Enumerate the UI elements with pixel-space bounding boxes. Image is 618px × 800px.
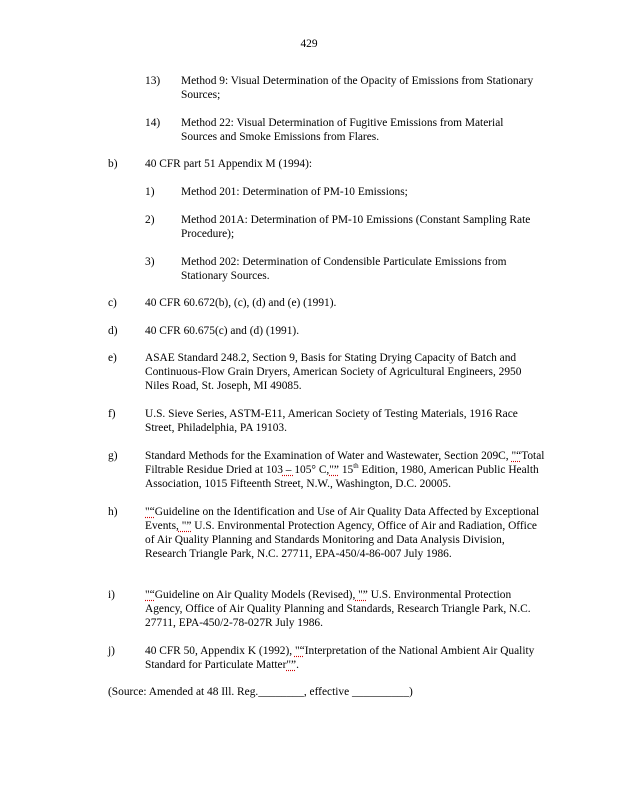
- quote-mark: "”: [286, 659, 297, 671]
- item-text: Method 202: Determination of Condensible Particulate Emissions from Stationary Sources.: [181, 256, 507, 282]
- text-run: 105° C,: [294, 464, 330, 476]
- item-label: 14): [145, 117, 161, 129]
- item-text: Method 9: Visual Determination of the Opacity of Emissions from Stationary Sources;: [181, 75, 534, 101]
- source-note: (Source: Amended at 48 Ill. Reg.________, effective __________): [108, 686, 413, 698]
- quote-mark: "“: [294, 645, 305, 657]
- page-number: 429: [300, 38, 318, 50]
- text-run: U.S. Environmental Protection Agency, Office of Air and Radiation, Office of Air Quality Planning and Standards Monitoring and Data Analysis Division, Research Triangle Park, N.C. 27711, EPA-450/4-86-007 July 1986.: [145, 520, 537, 560]
- item-label: d): [108, 325, 118, 337]
- item-text: [145, 588, 545, 630]
- item-text: ASAE Standard 248.2, Section 9, Basis for Stating Drying Capacity of Batch and Continuous-Flow Grain Dryers, American Society of Agricultural Engineers, 2950 Niles Road, St. Joseph, MI 49085.: [145, 352, 522, 392]
- item-text: 40 CFR 60.672(b), (c), (d) and (e) (1991).: [145, 297, 337, 309]
- item-label: 2): [145, 214, 155, 226]
- item-label: f): [108, 408, 116, 420]
- item-label: j): [108, 645, 115, 657]
- item-text: Method 201: Determination of PM-10 Emissions;: [181, 186, 408, 198]
- text-run: Edition, 1980, American Public Health Association, 1015 Fifteenth Street, N.W., Washington, D.C. 20005.: [145, 464, 539, 490]
- item-text: Method 22: Visual Determination of Fugitive Emissions from Material Sources and Smoke Emissions from Flares.: [181, 117, 504, 143]
- quote-mark: "”: [178, 520, 192, 532]
- quote-mark: "“: [145, 589, 155, 601]
- item-label: 3): [145, 256, 155, 268]
- item-text: Method 201A: Determination of PM-10 Emissions (Constant Sampling Rate Procedure);: [181, 214, 531, 240]
- item-label: c): [108, 297, 117, 309]
- text-run: Standard Methods for the Examination of Water and Wastewater, Section 209C,: [145, 450, 509, 462]
- quote-mark: "“: [511, 450, 522, 462]
- quote-mark: "”: [329, 464, 339, 476]
- text-run: .: [296, 659, 299, 671]
- item-label: 13): [145, 75, 161, 87]
- item-text: [145, 505, 545, 561]
- item-label: h): [108, 506, 118, 518]
- item-text: 40 CFR 60.675(c) and (d) (1991).: [145, 325, 300, 337]
- text-run: 15: [338, 464, 354, 476]
- item-label: 1): [145, 186, 155, 198]
- item-label: i): [108, 589, 115, 601]
- item-text: 40 CFR part 51 Appendix M (1994):: [145, 158, 313, 170]
- text-run: 40 CFR 50, Appendix K (1992),: [145, 645, 295, 657]
- text-run: Guideline on the Identification and Use of Air Quality Data Affected by Exceptional Events,: [145, 506, 540, 532]
- dash-mark: –: [282, 464, 295, 476]
- item-label: g): [108, 450, 118, 462]
- item-text: [145, 644, 545, 672]
- text-run: Interpretation of the National Ambient Air Quality Standard for Particulate Matter: [145, 645, 535, 671]
- quote-mark: "”: [355, 589, 368, 601]
- text-run: U.S. Environmental Protection Agency, Office of Air Quality Planning and Standards, Research Triangle Park, N.C. 27711, EPA-450/2-78-027R July 1986.: [145, 589, 531, 629]
- item-label: b): [108, 158, 118, 170]
- item-text: U.S. Sieve Series, ASTM-E11, American Society of Testing Materials, 1916 Race Street, Philadelphia, PA 19103.: [145, 408, 518, 434]
- superscript: th: [353, 462, 359, 471]
- item-label: e): [108, 352, 117, 364]
- text-run: Guideline on Air Quality Models (Revised),: [154, 589, 356, 601]
- text-run: Total Filtrable Residue Dried at 103: [145, 450, 545, 476]
- quote-mark: "“: [145, 506, 155, 518]
- item-text: [145, 449, 545, 491]
